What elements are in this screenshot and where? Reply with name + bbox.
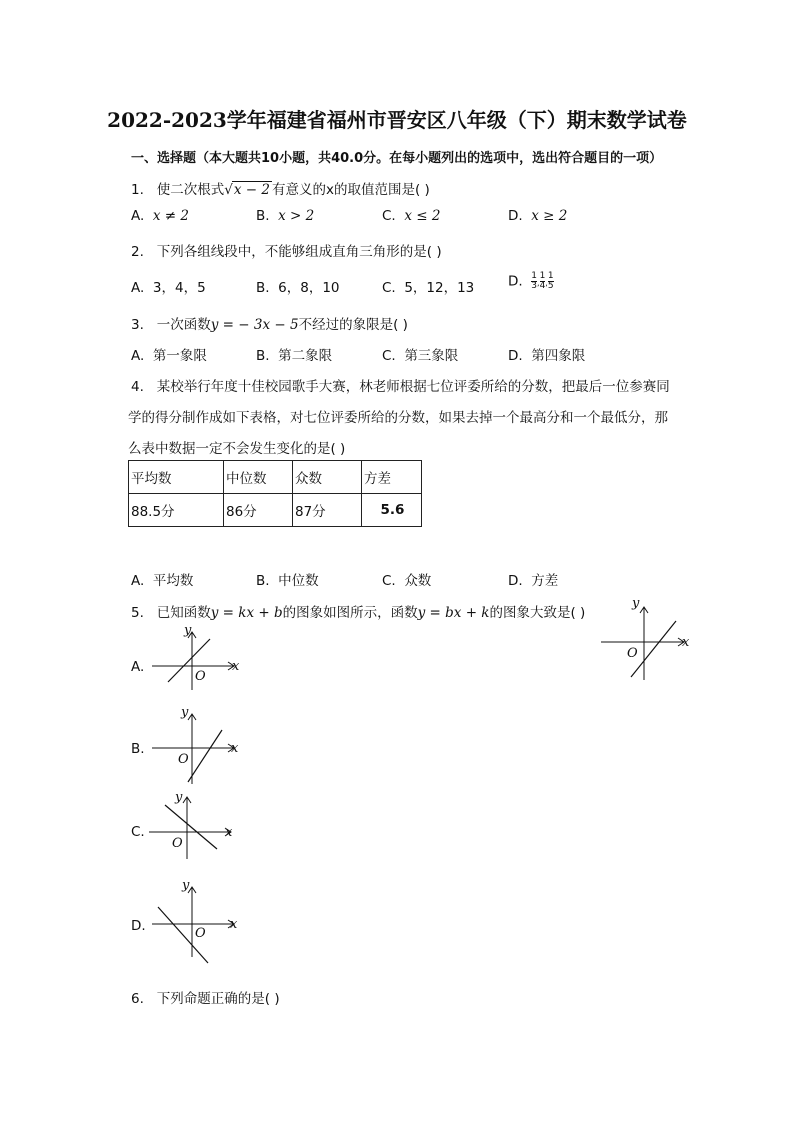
q3-option-b[interactable] — [256, 344, 332, 364]
radicand: x − 2 — [233, 182, 270, 198]
option-text: 5，12，13 — [404, 280, 475, 296]
question-number: 3. — [131, 317, 144, 333]
option-text: x ≥ 2 — [531, 208, 568, 224]
denominator: 4 — [539, 281, 546, 291]
question-text: 有意义的x的取值范围是( ) — [271, 182, 430, 198]
function-line — [631, 621, 676, 677]
origin-label: O — [172, 836, 183, 851]
option-label: D. — [508, 348, 523, 364]
math-expression: y = − 3x − 5 — [210, 317, 299, 333]
function-line — [188, 730, 222, 782]
origin-label: O — [178, 752, 189, 767]
option-label: D. — [508, 208, 523, 224]
denominator: 3 — [531, 281, 538, 291]
option-text: 中位数 — [278, 573, 319, 589]
table-header-row — [129, 461, 422, 494]
q4-option-b[interactable] — [256, 569, 319, 589]
option-label: D. — [508, 573, 523, 589]
q1-option-a[interactable] — [131, 208, 189, 224]
question-text: 已知函数 — [156, 605, 211, 621]
given-graph — [596, 595, 696, 685]
fraction — [548, 272, 554, 291]
option-label: A. — [131, 208, 145, 224]
axis-label-y: y — [182, 878, 190, 893]
question-text: 某校举行年度十佳校园歌手大赛，林老师根据七位评委所给的分数，把最后一位参赛同 — [156, 379, 670, 395]
option-label: A. — [131, 280, 145, 296]
q1-option-d[interactable] — [508, 208, 567, 224]
option-text: 众数 — [404, 573, 432, 589]
axis-label-y: y — [181, 705, 189, 720]
question-6 — [131, 987, 280, 1007]
axis-label-x: x — [682, 635, 690, 650]
option-label: A. — [131, 348, 145, 364]
option-label: B. — [256, 573, 270, 589]
q3-option-d[interactable] — [508, 344, 585, 364]
score-table — [128, 460, 422, 527]
option-text: x > 2 — [278, 208, 315, 224]
option-text: 方差 — [531, 573, 559, 589]
option-text: 3，4，5 — [152, 280, 206, 296]
option-text: 第一象限 — [152, 348, 207, 364]
option-label: C. — [382, 208, 396, 224]
q1-option-c[interactable] — [382, 208, 440, 224]
numerator: 1 — [547, 271, 554, 281]
q2-option-a[interactable] — [131, 276, 206, 296]
axis-label-x: x — [232, 659, 240, 674]
q5-option-a[interactable]: A. — [131, 659, 145, 675]
table-cell: 88.5分 — [129, 494, 224, 527]
q5-option-c[interactable]: C. — [131, 824, 145, 840]
axis-label-x: x — [230, 917, 238, 932]
origin-label: O — [195, 926, 206, 941]
q1-option-b[interactable] — [256, 208, 314, 224]
axis-label-y: y — [632, 596, 640, 611]
question-number: 6. — [131, 991, 144, 1007]
option-label: B. — [256, 280, 270, 296]
denominator: 5 — [547, 281, 554, 291]
option-text: 平均数 — [152, 573, 194, 589]
table-row — [129, 494, 422, 527]
question-number: 5. — [131, 605, 144, 621]
option-label: C. — [382, 573, 396, 589]
option-label: A. — [131, 573, 145, 589]
option-label: C. — [382, 348, 396, 364]
axis-label-y: y — [175, 790, 183, 805]
question-text: 下列命题正确的是( ) — [156, 991, 280, 1007]
question-3 — [131, 313, 408, 333]
table-cell: 86分 — [224, 494, 293, 527]
question-text: 的图象大致是( ) — [489, 605, 586, 621]
option-text: x ≠ 2 — [152, 208, 189, 224]
q5-option-a-graph[interactable] — [148, 620, 248, 695]
q5-option-b-graph[interactable] — [148, 702, 248, 787]
table-cell: 5.6 — [362, 494, 422, 527]
question-4-line-2: 学的得分制作成如下表格，对七位评委所给的分数，如果去掉一个最高分和一个最低分，那 — [128, 410, 668, 426]
question-5 — [131, 601, 585, 621]
option-text: x ≤ 2 — [404, 208, 441, 224]
table-header: 中位数 — [224, 461, 293, 494]
question-text: 不经过的象限是( ) — [298, 317, 408, 333]
axis-label-x: x — [225, 825, 233, 840]
question-number: 4. — [131, 379, 144, 395]
q2-option-c[interactable] — [382, 276, 474, 296]
question-2 — [131, 240, 442, 260]
table-header: 众数 — [293, 461, 362, 494]
q2-option-b[interactable] — [256, 276, 340, 296]
math-expression: y = bx + k — [417, 605, 490, 621]
option-label: C. — [382, 280, 396, 296]
page-title: 2022-2023学年福建省福州市晋安区八年级（下）期末数学试卷 — [107, 108, 687, 132]
option-label: B. — [256, 208, 270, 224]
origin-label: O — [195, 669, 206, 684]
question-number: 1. — [131, 182, 144, 198]
math-expression: y = kx + b — [210, 605, 283, 621]
option-text: 第三象限 — [404, 348, 459, 364]
question-number: 2. — [131, 244, 144, 260]
table-cell: 87分 — [293, 494, 362, 527]
table-header: 方差 — [362, 461, 422, 494]
question-text: 一次函数 — [156, 317, 211, 333]
question-4 — [131, 375, 670, 395]
question-1 — [131, 178, 430, 198]
section-heading: 一、选择题（本大题共10小题，共40.0分。在每小题列出的选项中，选出符合题目的一项） — [131, 151, 663, 166]
question-text: 的图象如图所示，函数 — [282, 605, 418, 621]
option-text: 6，8，10 — [278, 280, 340, 296]
q5-option-d-graph[interactable] — [148, 873, 248, 968]
numerator: 1 — [539, 271, 546, 281]
option-text: 第二象限 — [278, 348, 333, 364]
q5-option-b[interactable]: B. — [131, 741, 145, 757]
q4-option-d[interactable] — [508, 569, 558, 589]
table-header: 平均数 — [129, 461, 224, 494]
q4-option-a[interactable] — [131, 569, 193, 589]
option-label: B. — [256, 348, 270, 364]
q5-option-d[interactable]: D. — [131, 918, 146, 934]
question-text: 使二次根式 — [156, 182, 225, 198]
origin-label: O — [627, 646, 638, 661]
option-text: 第四象限 — [531, 348, 586, 364]
q3-option-c[interactable] — [382, 344, 458, 364]
axis-label-y: y — [184, 623, 192, 638]
question-text: 下列各组线段中，不能够组成直角三角形的是( ) — [156, 244, 442, 260]
radical-sign: √ — [224, 182, 233, 198]
numerator: 1 — [531, 271, 538, 281]
q4-option-c[interactable] — [382, 569, 431, 589]
q5-option-c-graph[interactable] — [145, 787, 245, 862]
question-4-line-3: 么表中数据一定不会发生变化的是( ) — [128, 441, 346, 457]
q2-option-d[interactable]: D. $\frac{1}{3}$, $\frac{1}{4}$, $\frac{1}{5}$ — [508, 271, 554, 291]
option-label: D. — [508, 273, 523, 290]
axis-label-x: x — [231, 741, 239, 756]
q3-option-a[interactable] — [131, 344, 207, 364]
